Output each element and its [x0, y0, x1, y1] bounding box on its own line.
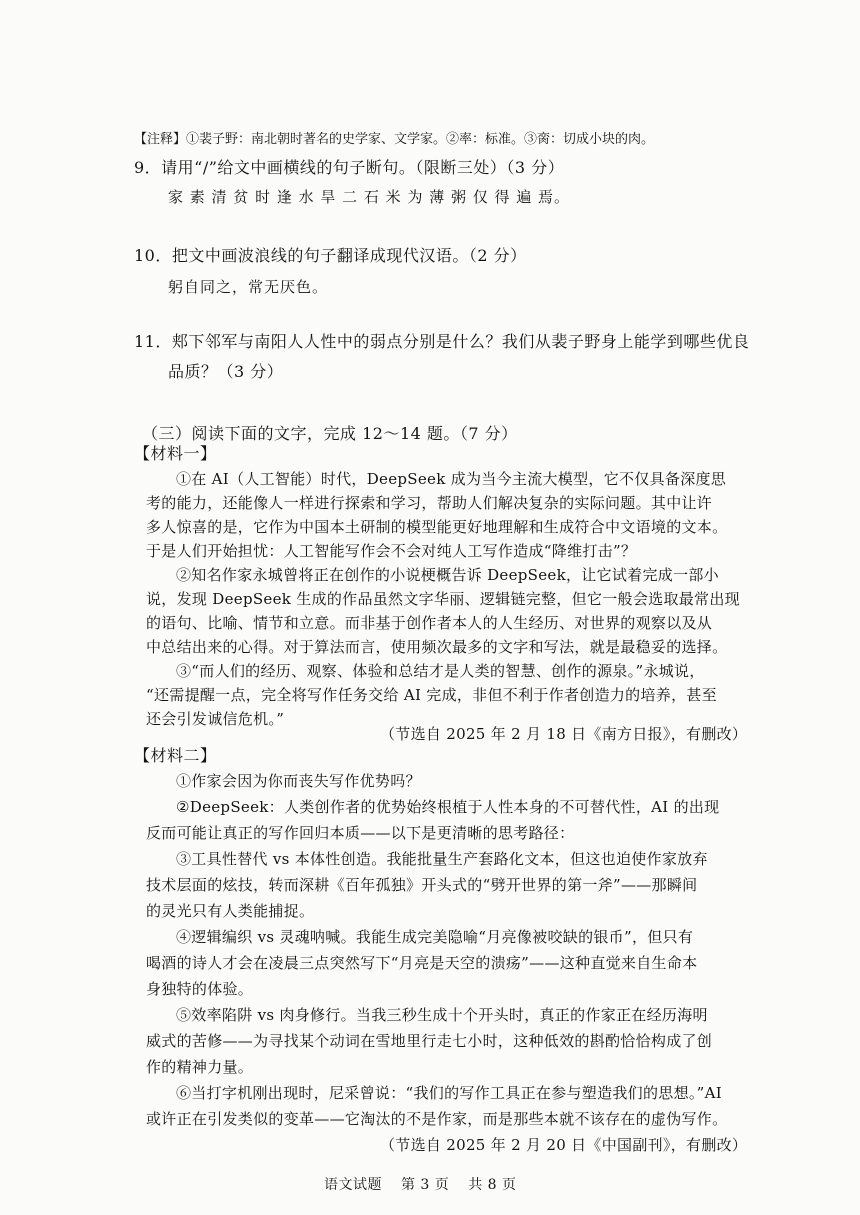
material-2-line: ③工具性替代 vs 本体性创造。我能批量生产套路化文本，但这也迫使作家放弃 [176, 850, 708, 868]
material-2-line: 威式的苦修——为寻找某个动词在雪地里行走七小时，这种低效的斟酌恰恰构成了创 [146, 1032, 713, 1050]
material-1-line: 考的能力，还能像人一样进行探索和学习，帮助人们解决复杂的实际问题。其中让许 [146, 494, 713, 512]
question-11-line-2: 品质？（3 分） [168, 362, 284, 381]
page-footer [324, 1178, 531, 1192]
material-1-line: 多人惊喜的是，它作为中国本土研制的模型能更好地理解和生成符合中文语境的文本。 [146, 518, 728, 536]
question-10-stem: 10．把文中画波浪线的句子翻译成现代汉语。（2 分） [134, 246, 527, 265]
material-1-line: ①在 AI（人工智能）时代，DeepSeek 成为当今主流大模型，它不仅具备深度思 [176, 470, 727, 488]
material-1-line: ②知名作家永城曾将正在创作的小说梗概告诉 DeepSeek，让它试着完成一部小 [176, 566, 719, 584]
material-2-line: 反而可能让真正的写作回归本质——以下是更清晰的思考路径： [146, 824, 575, 842]
section-3-title: （三）阅读下面的文字，完成 12～14 题。（7 分） [142, 424, 518, 443]
question-9-stem: 9．请用“/”给文中画横线的句子断句。（限断三处）（3 分） [134, 158, 565, 177]
material-2-line: 身独特的体验。 [146, 980, 254, 998]
footer-total-pages: 共 8 页 [468, 1177, 517, 1193]
footer-page-number: 第 3 页 [400, 1177, 450, 1193]
material-2-line: ④逻辑编织 vs 灵魂呐喊。我能生成完美隐喻“月亮像被咬缺的银币”，但只有 [176, 928, 694, 946]
material-2-line: 或许正在引发类似的变革——它淘汰的不是作家，而是那些本就不该存在的虚伪写作。 [146, 1110, 728, 1128]
material-2-heading: 【材料二】 [134, 746, 217, 765]
material-1-line: 说，发现 DeepSeek 生成的作品虽然文字华丽、逻辑链完整，但它一般会选取最常出现 [146, 590, 740, 608]
material-2-line: 作的精神力量。 [146, 1058, 254, 1076]
material-1-source: （节选自 2025 年 2 月 18 日《南方日报》，有删改） [380, 725, 748, 743]
material-2-line: ②DeepSeek：人类创作者的优势始终根植于人性本身的不可替代性，AI 的出现 [176, 798, 720, 816]
material-2-source: （节选自 2025 年 2 月 20 日《中国副刊》，有删改） [380, 1136, 748, 1154]
material-2-line: ⑥当打字机刚出现时，尼采曾说：“我们的写作工具正在参与塑造我们的思想。”AI [176, 1084, 722, 1102]
footer-subject: 语文试题 [324, 1177, 382, 1193]
material-1-line: 中总结出来的心得。对于算法而言，使用频次最多的文字和写法，就是最稳妥的选择。 [146, 638, 728, 656]
material-2-line: ①作家会因为你而丧失写作优势吗？ [176, 772, 421, 790]
material-2-line: ⑤效率陷阱 vs 肉身修行。当我三秒生成十个开头时，真正的作家正在经历海明 [176, 1006, 708, 1024]
question-11-line-1: 11．郏下邻军与南阳人人性中的弱点分别是什么？我们从裴子野身上能学到哪些优良 [134, 332, 750, 351]
annotation-note: 【注释】①裴子野：南北朝时著名的史学家、文学家。②率：标准。③脔：切成小块的肉。 [134, 132, 655, 147]
material-1-line: “还需提醒一点，完全将写作任务交给 AI 完成，非但不利于作者创造力的培养，甚至 [146, 686, 717, 704]
question-9-sentence: 家 素 清 贫 时 逢 水 旱 二 石 米 为 薄 粥 仅 得 遍 焉。 [168, 188, 571, 206]
material-1-line: 还会引发诚信危机。” [146, 710, 285, 728]
question-10-sentence: 躬自同之，常无厌色。 [168, 278, 329, 296]
material-1-line: 的语句、比喻、情节和立意。而非基于创作者本人的人生经历、对世界的观察以及从 [146, 614, 713, 632]
material-1-line: 于是人们开始担忧：人工智能写作会不会对纯人工写作造成“降维打击”？ [146, 542, 637, 560]
material-2-line: 的灵光只有人类能捕捉。 [146, 902, 315, 920]
material-2-line: 技术层面的炫技，转而深耕《百年孤独》开头式的“劈开世界的第一斧”——那瞬间 [146, 876, 698, 894]
material-1-heading: 【材料一】 [134, 444, 217, 463]
material-2-line: 喝酒的诗人才会在凌晨三点突然写下“月亮是天空的溃疡”——这种直觉来自生命本 [146, 954, 698, 972]
material-1-line: ③“而人们的经历、观察、体验和总结才是人类的智慧、创作的源泉。”永城说， [176, 662, 705, 680]
